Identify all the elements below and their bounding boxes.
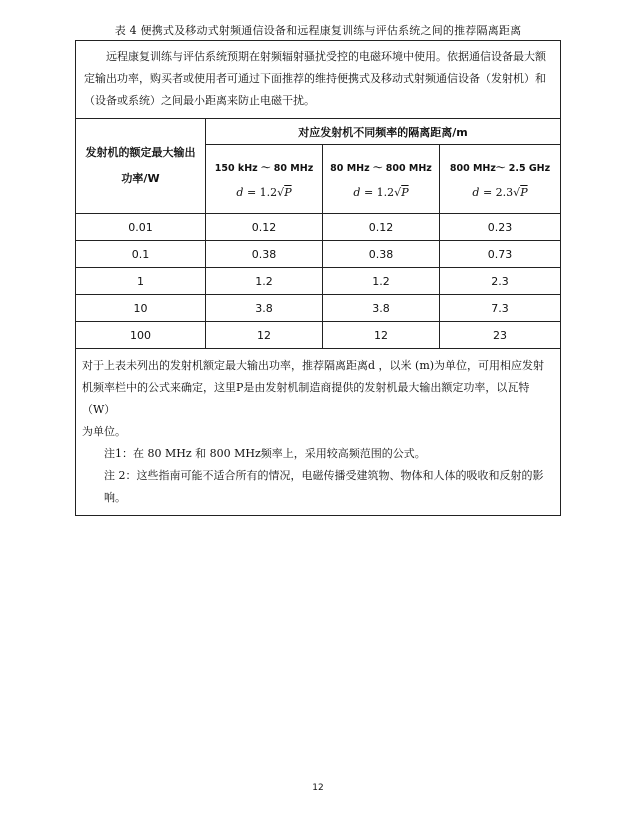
power-header-line-2: 功率/W — [121, 172, 160, 185]
table-row — [76, 322, 561, 349]
power-header-line-1: 发射机的额定最大输出 — [85, 146, 196, 159]
sqrt-icon: √ — [513, 185, 521, 199]
power-cell: 10 — [76, 295, 206, 322]
intro-paragraph — [76, 41, 561, 119]
formula-p: P — [401, 185, 409, 199]
distance-cell: 0.38 — [206, 241, 323, 268]
distance-cell: 12 — [206, 322, 323, 349]
distance-cell: 3.8 — [323, 295, 440, 322]
formula-d: d — [236, 185, 244, 199]
distance-group-header: 对应发射机不同频率的隔离距离/m — [206, 119, 561, 145]
formula-p: P — [284, 185, 292, 199]
distance-cell: 7.3 — [440, 295, 561, 322]
table-row — [76, 295, 561, 322]
separation-distance-table — [75, 40, 561, 516]
power-cell: 0.1 — [76, 241, 206, 268]
formula-d: d — [472, 185, 480, 199]
distance-cell: 0.12 — [323, 214, 440, 241]
distance-cell: 0.73 — [440, 241, 561, 268]
power-column-header — [76, 119, 206, 214]
band-formula — [206, 186, 322, 199]
band-header-3 — [440, 145, 561, 214]
table-row — [76, 241, 561, 268]
notes-para-line-1: 对于上表未列出的发射机额定最大输出功率，推荐隔离距离d ，以米 (m)为单位，可用相应发射 — [82, 359, 545, 372]
intro-line-1: 远程康复训练与评估系统预期在射频辐射骚扰受控的电磁环境中使用。依据通信设备最大额 — [106, 50, 546, 63]
distance-cell: 3.8 — [206, 295, 323, 322]
power-cell: 100 — [76, 322, 206, 349]
power-cell: 0.01 — [76, 214, 206, 241]
distance-cell: 1.2 — [206, 268, 323, 295]
table-caption: 表 4 便携式及移动式射频通信设备和远程康复训练与评估系统之间的推荐隔离距离 — [114, 24, 522, 37]
formula-k: 1.2 — [376, 185, 395, 199]
intro-line-3: （设备或系统）之间最小距离来防止电磁干扰。 — [84, 94, 315, 107]
formula-p: P — [520, 185, 528, 199]
distance-cell: 23 — [440, 322, 561, 349]
intro-line-2: 定输出功率，购买者或使用者可通过下面推荐的维持便携式及移动式射频通信设备（发射机）和 — [84, 72, 546, 85]
distance-cell: 0.23 — [440, 214, 561, 241]
band-header-1 — [206, 145, 323, 214]
band-range: 800 MHz～ 2.5 GHz — [449, 162, 551, 174]
band-formula — [440, 186, 560, 199]
formula-k: 1.2 — [259, 185, 278, 199]
band-header-2 — [323, 145, 440, 214]
power-cell: 1 — [76, 268, 206, 295]
notes-para-line-3: 为单位。 — [82, 425, 126, 438]
band-range: 80 MHz ～ 800 MHz — [330, 162, 432, 174]
page-number: 12 — [312, 783, 324, 793]
table-row — [76, 214, 561, 241]
band-range: 150 kHz ～ 80 MHz — [214, 162, 314, 174]
table-row — [76, 268, 561, 295]
formula-eq: = — [479, 185, 496, 199]
note-2: 注 2：这些指南可能不适合所有的情况，电磁传播受建筑物、物体和人体的吸收和反射的影响。 — [104, 469, 544, 504]
sqrt-icon: √ — [277, 185, 285, 199]
distance-cell: 1.2 — [323, 268, 440, 295]
formula-eq: = — [243, 185, 260, 199]
distance-cell: 0.38 — [323, 241, 440, 268]
formula-k: 2.3 — [495, 185, 514, 199]
band-formula — [323, 186, 439, 199]
note-1: 注1：在 80 MHz 和 800 MHz频率上，采用较高频范围的公式。 — [104, 447, 426, 460]
formula-d: d — [353, 185, 361, 199]
formula-eq: = — [360, 185, 377, 199]
distance-cell: 12 — [323, 322, 440, 349]
notes-section — [76, 349, 561, 516]
distance-cell: 0.12 — [206, 214, 323, 241]
distance-cell: 2.3 — [440, 268, 561, 295]
sqrt-icon: √ — [394, 185, 402, 199]
notes-para-line-2: 机频率栏中的公式来确定，这里P是由发射机制造商提供的发射机最大输出额定功率，以瓦特（W） — [82, 381, 530, 416]
